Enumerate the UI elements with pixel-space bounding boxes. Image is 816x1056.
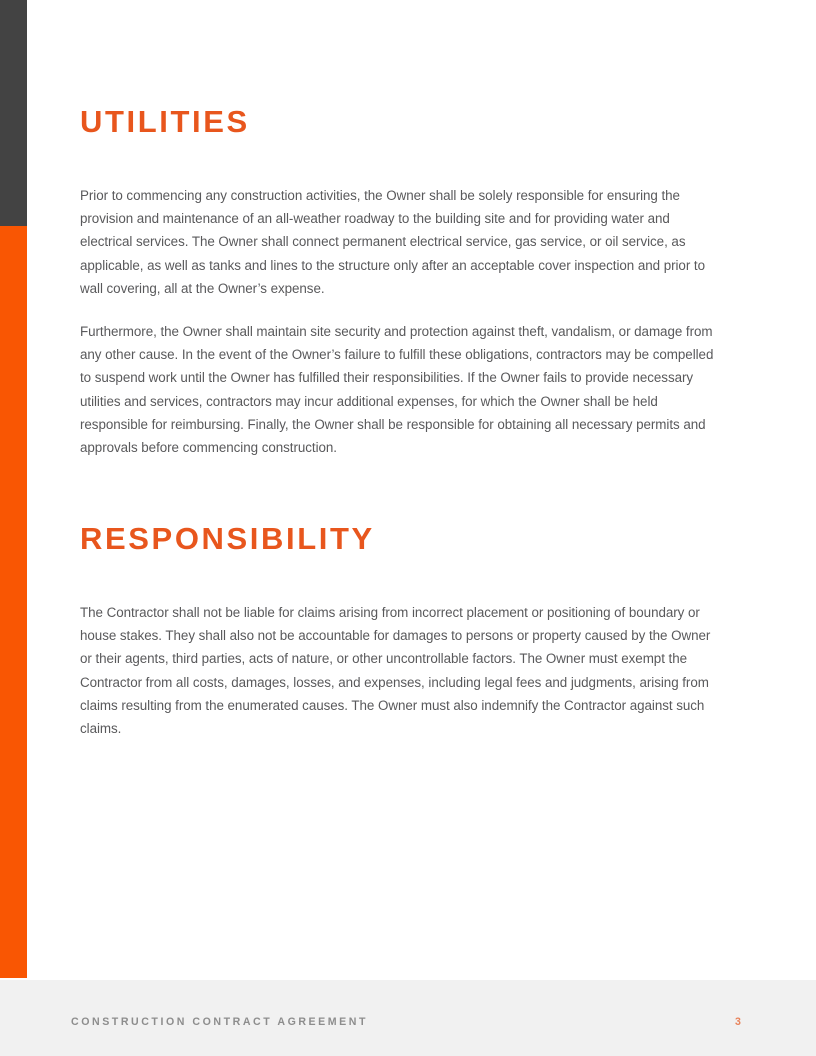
section-heading-responsibility: RESPONSIBILITY xyxy=(80,521,375,556)
left-accent-rail xyxy=(0,0,27,978)
paragraph: The Contractor shall not be liable for claims arising from incorrect placement or positioning of boundary or house stakes. They shall also not be accountable for damages to persons or property caused by the Owner or their agents, third parties, acts of nature, or other uncontrollable factors. The Owner must exempt the Contractor from all costs, damages, losses, and expenses, including legal fees and judgments, arising from claims resulting from the enumerated causes. The Owner must also indemnify the Contractor against such claims. xyxy=(80,605,711,737)
page-footer xyxy=(0,980,816,1056)
paragraph: Prior to commencing any construction activities, the Owner shall be solely responsible for ensuring the provision and maintenance of an all-weather roadway to the building site and for providing water and electrical services. The Owner shall connect permanent electrical service, gas service, or oil service, as applicable, as well as tanks and lines to the structure only after an acceptable cover inspection and prior to wall covering, all at the Owner’s expense. xyxy=(80,188,705,296)
paragraph: Furthermore, the Owner shall maintain site security and protection against theft, vandalism, or damage from any other cause. In the event of the Owner’s failure to fulfill these obligations, contractors may be compelled to suspend work until the Owner has fulfilled their responsibilities. If the Owner fails to provide necessary utilities and services, contractors may incur additional expenses, for which the Owner shall be held responsible for reimbursing. Finally, the Owner shall be responsible for obtaining all necessary permits and approvals before commencing construction. xyxy=(80,324,714,456)
rail-dark-block xyxy=(0,0,27,226)
footer-page-number: 3 xyxy=(735,1016,742,1028)
rail-orange-block xyxy=(0,226,27,978)
footer-document-title: CONSTRUCTION CONTRACT AGREEMENT xyxy=(71,1016,368,1028)
section-heading-utilities: UTILITIES xyxy=(80,104,250,139)
